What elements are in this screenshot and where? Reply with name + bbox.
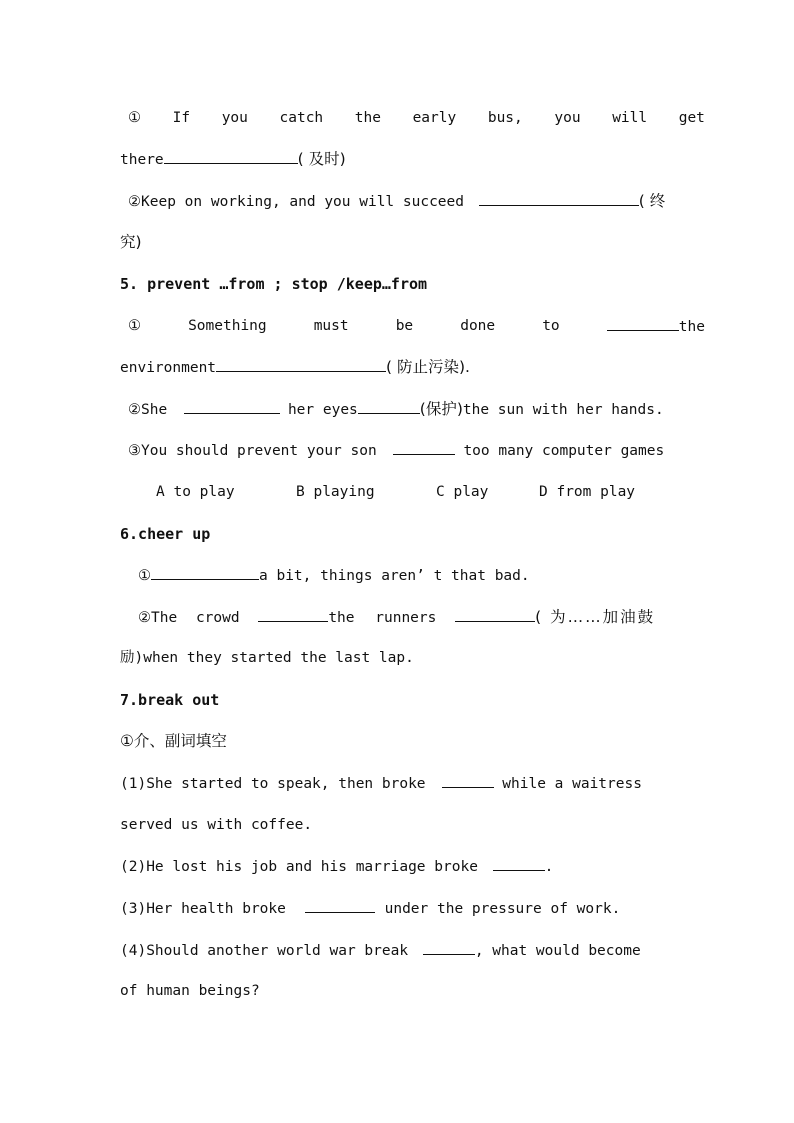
item7-q2	[120, 856, 705, 877]
answer-blank[interactable]	[442, 773, 494, 788]
text: environment	[120, 360, 217, 376]
hint: ( 为……加油鼓	[535, 608, 656, 626]
option-c[interactable]: C play	[436, 484, 489, 500]
answer-blank[interactable]	[164, 149, 298, 164]
text: (2)He lost his job and his marriage broke	[120, 859, 478, 875]
item7-subheading: ①介、副词填空	[120, 732, 227, 750]
text: under the pressure of work.	[384, 901, 621, 917]
text: (4)Should another world war break	[120, 943, 409, 959]
hint: ( 及时)	[297, 150, 346, 168]
hint: ( 终	[638, 192, 666, 210]
item6-q1-marker: ①	[138, 568, 151, 584]
text: (3)Her health broke	[120, 901, 286, 917]
item7-q1-line1	[120, 773, 705, 794]
item7-q3	[120, 898, 705, 919]
text: of human beings?	[120, 983, 260, 999]
item4-q2-line2	[120, 232, 705, 252]
item5-q1-marker: ①	[128, 318, 141, 334]
word: done	[460, 318, 496, 334]
text: 励)when they started the last lap.	[120, 650, 414, 666]
option-a[interactable]: A to play	[156, 484, 235, 500]
answer-blank[interactable]	[358, 399, 420, 414]
hint: ( 防止污染).	[386, 358, 470, 376]
item4-q1-line1	[120, 108, 705, 128]
hint: (保护)	[419, 400, 463, 418]
word: get	[678, 110, 705, 126]
item4-q1-marker: ①	[128, 110, 141, 126]
text: a bit, things aren’ t that bad.	[259, 568, 530, 584]
item5-heading: 5. prevent …from ; stop /keep…from	[120, 275, 428, 293]
word: will	[612, 110, 648, 126]
text: served us with coffee.	[120, 817, 313, 833]
text: , what would become	[474, 943, 641, 959]
answer-blank[interactable]	[479, 191, 639, 206]
word: catch	[279, 110, 324, 126]
answer-blank[interactable]	[455, 607, 535, 622]
answer-blank[interactable]	[216, 357, 386, 372]
text: too many computer games	[463, 443, 665, 459]
item4-q2-marker: ②	[128, 194, 141, 210]
word: early	[412, 110, 457, 126]
word: bus,	[487, 110, 523, 126]
item5-q2	[120, 399, 705, 420]
item4-q1-line2	[120, 149, 705, 170]
text: Keep on working, and you will succeed	[141, 194, 465, 210]
option-b[interactable]: B playing	[296, 484, 375, 500]
item6-q2-line2	[120, 648, 705, 668]
answer-blank[interactable]	[393, 440, 455, 455]
text: the sun with her hands.	[462, 402, 664, 418]
answer-blank[interactable]	[151, 565, 259, 580]
item5-q1-line2	[120, 357, 705, 378]
answer-blank[interactable]	[184, 399, 280, 414]
text: (1)She started to speak, then broke	[120, 776, 426, 792]
word: you	[554, 110, 581, 126]
answer-blank[interactable]	[607, 316, 679, 331]
text: She	[141, 402, 168, 418]
word: to	[542, 318, 560, 334]
item5-q3	[120, 440, 705, 461]
text: You should prevent your son	[141, 443, 377, 459]
text: .	[544, 859, 554, 875]
text: The	[151, 610, 178, 626]
hint: 究)	[120, 233, 142, 251]
item7-q1-line2	[120, 815, 705, 835]
item5-q2-marker: ②	[128, 402, 141, 418]
answer-blank[interactable]	[258, 607, 328, 622]
text: runners	[375, 610, 437, 626]
word: the	[354, 110, 381, 126]
answer-blank[interactable]	[305, 898, 375, 913]
word: must	[313, 318, 349, 334]
word: If	[172, 110, 191, 126]
text: crowd	[195, 610, 240, 626]
item6-heading: 6.cheer up	[120, 525, 211, 543]
item7-heading: 7.break out	[120, 691, 220, 709]
item6-q1	[120, 565, 705, 586]
item4-q2-line1	[120, 191, 705, 212]
item5-q3-marker: ③	[128, 443, 141, 459]
item6-q2-line1	[120, 607, 705, 628]
word: you	[221, 110, 248, 126]
text: while a waitress	[502, 776, 642, 792]
item6-q2-marker: ②	[138, 610, 151, 626]
answer-blank[interactable]	[423, 940, 475, 955]
word: Something	[188, 318, 267, 334]
item5-q1-line1	[120, 316, 705, 337]
word: be	[395, 318, 414, 334]
text: there	[120, 152, 164, 168]
text: her eyes	[287, 402, 358, 418]
item7-q4-line1	[120, 940, 705, 961]
item5-options	[156, 482, 741, 502]
text: the	[328, 610, 355, 626]
option-d[interactable]: D from play	[539, 484, 636, 500]
answer-blank[interactable]	[493, 856, 545, 871]
item7-q4-line2	[120, 981, 705, 1001]
word: the	[678, 319, 705, 335]
